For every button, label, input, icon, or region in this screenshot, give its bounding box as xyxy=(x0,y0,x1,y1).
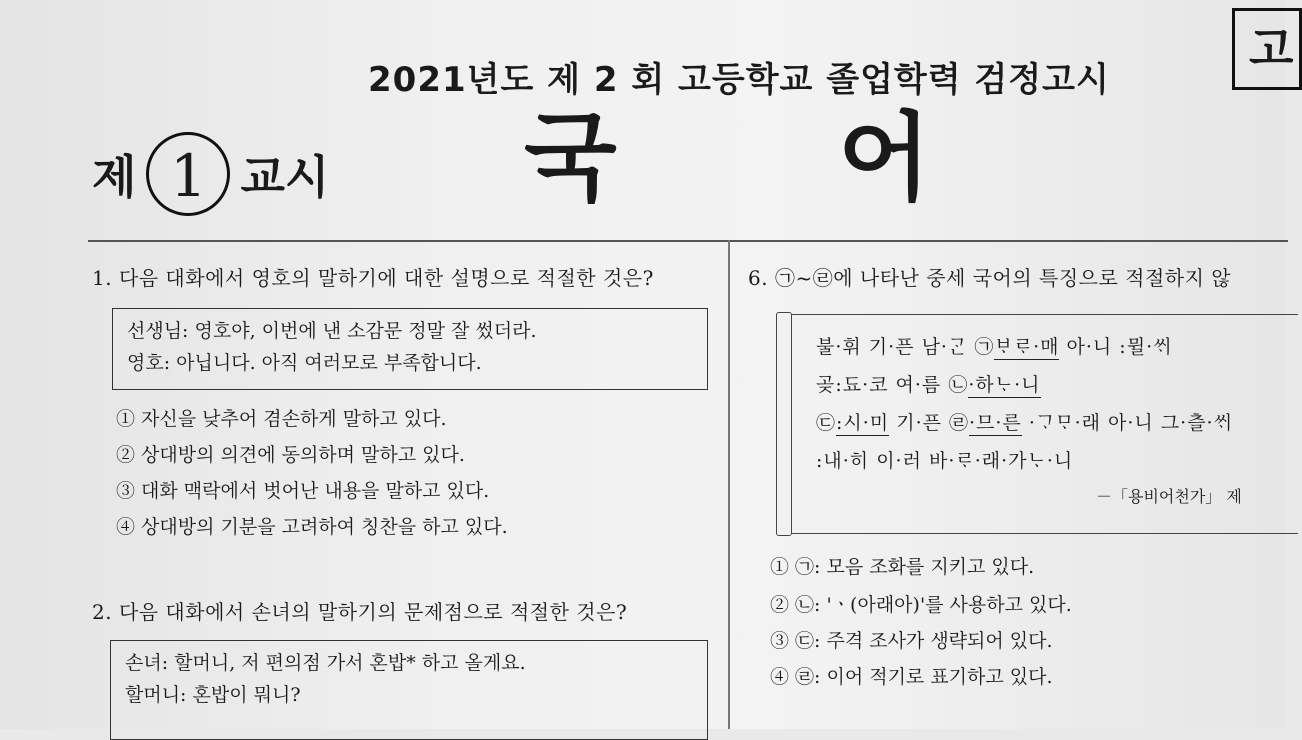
column-divider xyxy=(728,240,730,729)
q1-dialogue-line: 영호: 아닙니다. 아직 여러모로 부족합니다. xyxy=(127,352,482,374)
poem-line-2 xyxy=(816,370,1041,397)
poem-text: ·ᄀᆞᄆᆞ·래 아·니 그·츨·ᄊᆡ xyxy=(1021,412,1233,434)
poem-text: 기·픈 ㉣ xyxy=(889,412,969,434)
q1-dialogue-box xyxy=(112,308,708,390)
subject-char-2: 어 xyxy=(838,101,931,214)
q6-option-3[interactable]: ③ ㉢: 주격 조사가 생략되어 있다. xyxy=(770,630,1053,652)
header-divider xyxy=(88,240,1288,242)
q6-option-2[interactable]: ② ㉡: 'ㆍ(아래아)'를 사용하고 있다. xyxy=(770,594,1072,616)
scroll-decoration xyxy=(776,312,792,536)
poem-text: ㉢ xyxy=(816,412,837,434)
q1-option-2[interactable]: ② 상대방의 의견에 동의하며 말하고 있다. xyxy=(116,444,465,466)
poem-underlined-c: :시·미 xyxy=(836,412,890,434)
q1-dialogue-line: 선생님: 영호야, 이번에 낸 소감문 정말 잘 썼더라. xyxy=(127,320,537,342)
q2-dialogue-line: 할머니: 혼밥이 뭐니? xyxy=(125,684,301,706)
poem-underlined-a: ᄇᆞᄅᆞ·매 xyxy=(994,336,1060,358)
subject-badge xyxy=(1232,8,1302,90)
poem-underlined-b: ·하ᄂᆞ·니 xyxy=(968,374,1041,396)
poem-line-4: :내·히 이·러 바·ᄅᆞ·래·가ᄂᆞ·니 xyxy=(816,450,1074,472)
poem-source: －「용비어천가」 제 xyxy=(1096,487,1242,506)
poem-text: 아·니 :뮐·ᄊᆡ xyxy=(1059,336,1173,358)
q2-title: 2. 다음 대화에서 손녀의 말하기의 문제점으로 적절한 것은? xyxy=(92,600,628,624)
exam-title: 2021년도 제 2 회 고등학교 졸업학력 검정고시 xyxy=(368,60,1110,100)
period-label xyxy=(92,132,329,216)
q2-dialogue-box xyxy=(110,640,708,740)
q6-title: 6. ㉠~㉣에 나타난 중세 국어의 특징으로 적절하지 않 xyxy=(748,266,1232,290)
poem-text: 불·휘 기·픈 남·ᄀᆞᆫ ㉠ xyxy=(816,336,995,358)
period-suffix: 교시 xyxy=(240,150,330,204)
poem-line-1 xyxy=(816,332,1172,359)
q1-option-3[interactable]: ③ 대화 맥락에서 벗어난 내용을 말하고 있다. xyxy=(116,480,490,502)
subject-badge-label: 고 xyxy=(1249,22,1294,76)
poem-underlined-d: ·므·른 xyxy=(969,412,1022,434)
subject-char-1: 국 xyxy=(524,101,617,214)
q6-option-1[interactable]: ① ㉠: 모음 조화를 지키고 있다. xyxy=(770,556,1035,578)
q1-option-4[interactable]: ④ 상대방의 기분을 고려하여 칭찬을 하고 있다. xyxy=(116,516,508,538)
q1-option-1[interactable]: ① 자신을 낮추어 겸손하게 말하고 있다. xyxy=(116,408,447,430)
period-prefix: 제 xyxy=(92,150,137,204)
period-number-circle: 1 xyxy=(146,132,230,216)
q6-option-4[interactable]: ④ ㉣: 이어 적기로 표기하고 있다. xyxy=(770,666,1053,688)
q1-title: 1. 다음 대화에서 영호의 말하기에 대한 설명으로 적절한 것은? xyxy=(92,266,654,290)
q2-dialogue-line: 손녀: 할머니, 저 편의점 가서 혼밥* 하고 올게요. xyxy=(125,652,526,674)
poem-text: 곶:됴·코 여·름 ㉡ xyxy=(816,374,969,396)
poem-line-3 xyxy=(816,408,1233,435)
